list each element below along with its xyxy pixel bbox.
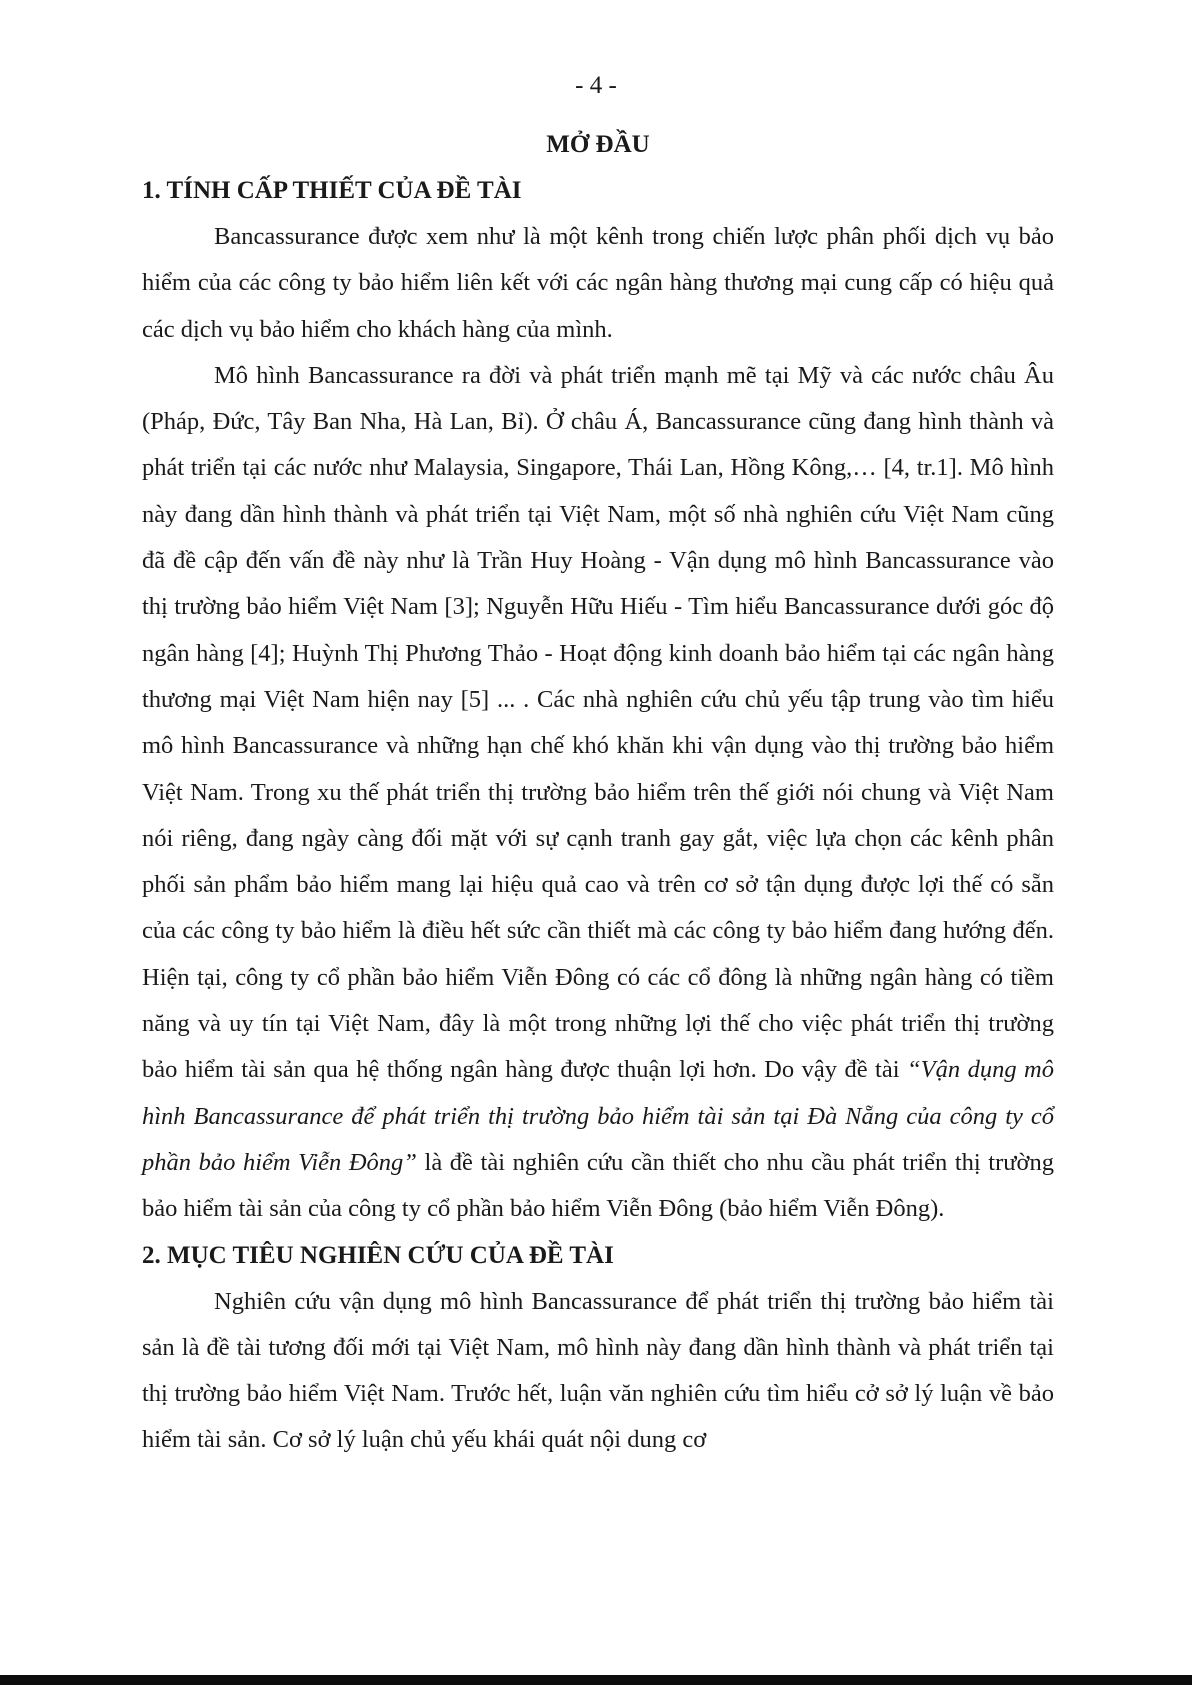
thesis-title-italic: “Vận dụng mô hình Bancassurance để phát triển thị trường bảo hiểm tài sản tại Đà Nẵng của công ty cổ phần bảo hiểm Viễn Đông” (142, 1056, 1054, 1176)
document-title: MỞ ĐẦU (546, 131, 650, 158)
section-objectives (142, 1233, 1054, 1464)
section-urgency (142, 168, 1054, 1233)
paragraph-text: là đề tài nghiên cứu cần thiết cho nhu cầu phát triển thị trường bảo hiểm tài sản của công ty cổ phần bảo hiểm Viễn Đông (bảo hiểm Viễn Đông). (142, 1148, 1055, 1223)
page-number: - 4 - (575, 72, 617, 99)
paragraph-text: Mô hình Bancassurance ra đời và phát triển mạnh mẽ tại Mỹ và các nước châu Âu (Pháp, Đức, Tây Ban Nha, Hà Lan, Bỉ). Ở châu Á, Bancassurance cũng đang hình thành và phát triển tại các nước như Malaysia, Singapore, Thái Lan, Hồng Kông,… [4, tr.1]. Mô hình này đang dần hình thành và phát triển tại Việt Nam, một số nhà nghiên cứu Việt Nam cũng đã đề cập đến vấn đề này như là Trần Huy Hoàng - Vận dụng mô hình Bancassurance vào thị trường bảo hiểm Việt Nam [3]; Nguyễn Hữu Hiếu - Tìm hiểu Bancassurance dưới góc độ ngân hàng [4]; Huỳnh Thị Phương Thảo - Hoạt động kinh doanh bảo hiểm tại các ngân hàng thương mại Việt Nam hiện nay [5] ... . Các nhà nghiên cứu chủ yếu tập trung vào tìm hiểu mô hình Bancassurance và những hạn chế khó khăn khi vận dụng vào thị trường bảo hiểm Việt Nam. Trong xu thế phát triển thị trường bảo hiểm trên thế giới nói chung và Việt Nam nói riêng, đang ngày càng đối mặt với sự cạnh tranh gay gắt, việc lựa chọn các kênh phân phối sản phẩm bảo hiểm mang lại hiệu quả cao và trên cơ sở tận dụng được lợi thế có sẵn của các công ty bảo hiểm là điều hết sức cần thiết mà các công ty bảo hiểm đang hướng đến. Hiện tại, công ty cổ phần bảo hiểm Viễn Đông có các cổ đông là những ngân hàng có tiềm năng và uy tín tại Việt Nam, đây là một trong những lợi thế cho việc phát triển thị trường bảo hiểm tài sản qua hệ thống ngân hàng được thuận lợi hơn. Do vậy đề tài (142, 361, 1054, 1084)
paragraph: Nghiên cứu vận dụng mô hình Bancassurance để phát triển thị trường bảo hiểm tài sản là đề tài tương đối mới tại Việt Nam, mô hình này đang dần hình thành và phát triển tại thị trường bảo hiểm Việt Nam. Trước hết, luận văn nghiên cứu tìm hiểu cở sở lý luận về bảo hiểm tài sản. Cơ sở lý luận chủ yếu khái quát nội dung cơ (142, 1287, 1054, 1454)
paragraph (142, 353, 1054, 1233)
section-heading: 1. TÍNH CẤP THIẾT CỦA ĐỀ TÀI (142, 177, 522, 204)
paragraph: Bancassurance được xem như là một kênh trong chiến lược phân phối dịch vụ bảo hiểm của các công ty bảo hiểm liên kết với các ngân hàng thương mại cung cấp có hiệu quả các dịch vụ bảo hiểm cho khách hàng của mình. (142, 223, 1054, 343)
section-heading: 2. MỤC TIÊU NGHIÊN CỨU CỦA ĐỀ TÀI (142, 1241, 614, 1269)
page-bottom-edge (0, 1675, 1192, 1685)
page-content (142, 122, 1054, 1464)
